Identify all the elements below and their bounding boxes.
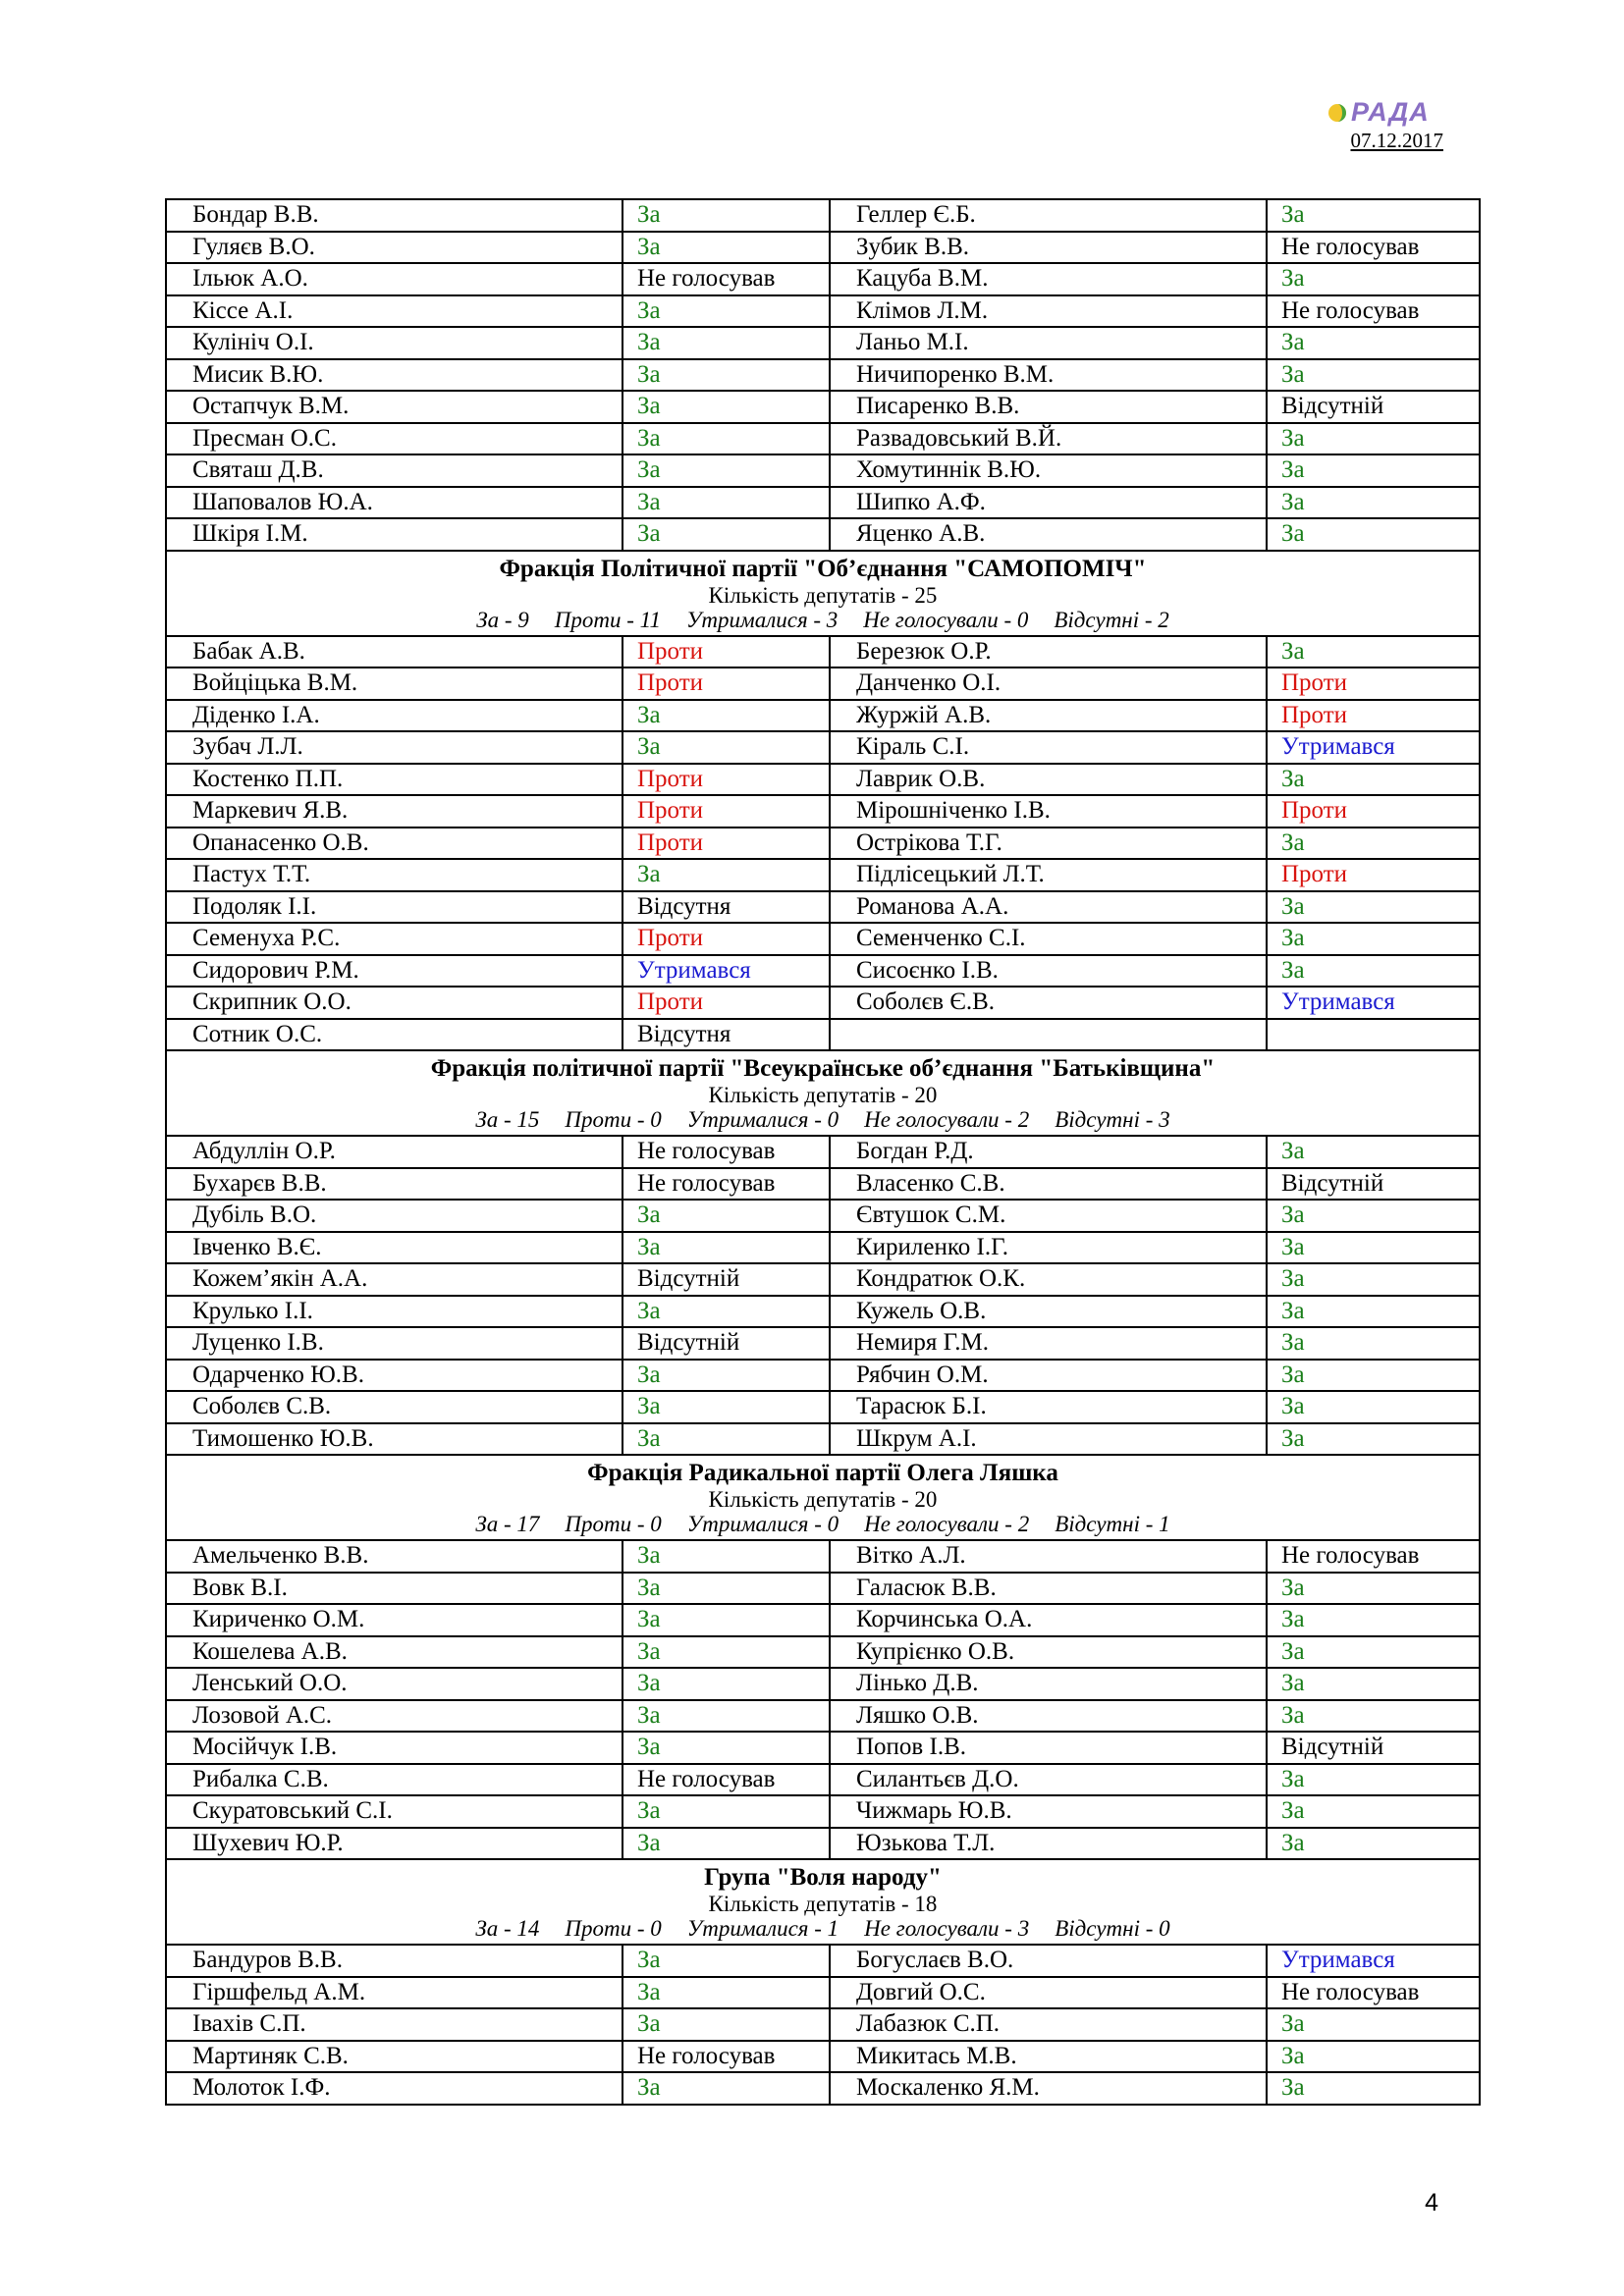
deputy-name: Євтушок С.М. xyxy=(830,1200,1267,1232)
rada-logo-icon xyxy=(1327,103,1347,123)
table-row xyxy=(166,1700,1480,1733)
faction-header-row xyxy=(166,1859,1480,1945)
vote-total: Відсутні - 0 xyxy=(1055,1916,1170,1941)
deputy-name: Березюк О.Р. xyxy=(830,636,1267,668)
vote-result: За xyxy=(1267,923,1480,955)
vote-result: За xyxy=(1267,1136,1480,1168)
deputy-name: Гіршфельд А.М. xyxy=(166,1977,623,2009)
deputy-name: Купрієнко О.В. xyxy=(830,1636,1267,1669)
deputy-name: Лабазюк С.П. xyxy=(830,2008,1267,2041)
table-row xyxy=(166,1391,1480,1423)
deputy-name: Зубач Л.Л. xyxy=(166,731,623,764)
deputy-name: Маркевич Я.В. xyxy=(166,795,623,828)
deputy-name: Острікова Т.Г. xyxy=(830,828,1267,860)
vote-result: За xyxy=(623,1977,830,2009)
deputy-name: Святаш Д.В. xyxy=(166,454,623,487)
faction-header xyxy=(166,1455,1480,1540)
deputy-name: Микитась М.В. xyxy=(830,2041,1267,2073)
deputy-name: Бухарєв В.В. xyxy=(166,1168,623,1201)
deputy-name: Ляшко О.В. xyxy=(830,1700,1267,1733)
deputy-name: Кошелева А.В. xyxy=(166,1636,623,1669)
vote-result: За xyxy=(1267,1795,1480,1828)
vote-result: За xyxy=(623,327,830,359)
deputy-name: Лозовой А.С. xyxy=(166,1700,623,1733)
vote-result: За xyxy=(623,454,830,487)
deputy-name: Развадовський В.Й. xyxy=(830,423,1267,455)
deputy-name: Журжій А.В. xyxy=(830,700,1267,732)
deputy-name: Мірошніченко І.В. xyxy=(830,795,1267,828)
deputy-name: Соболєв Є.В. xyxy=(830,987,1267,1019)
faction-vote-totals xyxy=(167,1107,1479,1132)
vote-result: Не голосував xyxy=(1267,1977,1480,2009)
table-row xyxy=(166,1795,1480,1828)
table-row xyxy=(166,955,1480,988)
deputy-name: Сидорович Р.М. xyxy=(166,955,623,988)
vote-result: Відсутня xyxy=(623,891,830,924)
vote-result: За xyxy=(1267,359,1480,392)
deputy-name: Попов І.В. xyxy=(830,1732,1267,1764)
faction-header-row xyxy=(166,1050,1480,1136)
table-row xyxy=(166,1604,1480,1636)
vote-total: Не голосували - 2 xyxy=(864,1107,1030,1132)
table-row xyxy=(166,295,1480,328)
vote-result: За xyxy=(623,423,830,455)
table-row xyxy=(166,454,1480,487)
table-row xyxy=(166,2072,1480,2105)
faction-header xyxy=(166,1859,1480,1945)
faction-deputy-count: Кількість депутатів - 25 xyxy=(708,582,938,608)
deputy-name: Шаповалов Ю.А. xyxy=(166,487,623,519)
deputy-name: Остапчук В.М. xyxy=(166,391,623,423)
vote-result: За xyxy=(623,1636,830,1669)
vote-total: За - 9 xyxy=(476,607,529,632)
table-row xyxy=(166,232,1480,264)
vote-result: За xyxy=(1267,487,1480,519)
vote-result: За xyxy=(623,1795,830,1828)
faction-header xyxy=(166,1050,1480,1136)
deputy-name: Івахів С.П. xyxy=(166,2008,623,2041)
vote-result: За xyxy=(623,1573,830,1605)
deputy-name: Хомутиннік В.Ю. xyxy=(830,454,1267,487)
table-row xyxy=(166,1668,1480,1700)
vote-result: За xyxy=(1267,1327,1480,1360)
vote-result: Проти xyxy=(623,636,830,668)
table-row xyxy=(166,423,1480,455)
vote-result: За xyxy=(1267,955,1480,988)
deputy-name: Вовк В.І. xyxy=(166,1573,623,1605)
vote-result: Не голосував xyxy=(623,263,830,295)
vote-result: За xyxy=(1267,327,1480,359)
deputy-name: Рябчин О.М. xyxy=(830,1360,1267,1392)
vote-result: Проти xyxy=(1267,667,1480,700)
vote-result: За xyxy=(1267,764,1480,796)
table-row xyxy=(166,1423,1480,1456)
deputy-name: Соболєв С.В. xyxy=(166,1391,623,1423)
deputy-name: Ільюк А.О. xyxy=(166,263,623,295)
vote-total: Проти - 11 xyxy=(554,607,661,632)
vote-result: За xyxy=(623,487,830,519)
vote-result: Не голосував xyxy=(1267,1540,1480,1573)
deputy-name: Семенченко С.І. xyxy=(830,923,1267,955)
vote-result: За xyxy=(623,1945,830,1977)
vote-result: За xyxy=(1267,1764,1480,1796)
table-row xyxy=(166,987,1480,1019)
vote-total: Не голосували - 0 xyxy=(863,607,1029,632)
vote-result: За xyxy=(623,391,830,423)
deputy-name: Амельченко В.В. xyxy=(166,1540,623,1573)
vote-result: Проти xyxy=(623,987,830,1019)
table-row xyxy=(166,923,1480,955)
vote-result: За xyxy=(1267,1296,1480,1328)
deputy-name: Яценко А.В. xyxy=(830,518,1267,551)
deputy-name: Мисик В.Ю. xyxy=(166,359,623,392)
vote-total: За - 15 xyxy=(475,1107,540,1132)
vote-result: За xyxy=(1267,1604,1480,1636)
vote-result: За xyxy=(1267,1423,1480,1456)
vote-result: За xyxy=(623,359,830,392)
table-row xyxy=(166,1573,1480,1605)
table-row xyxy=(166,1200,1480,1232)
deputy-name: Кулініч О.І. xyxy=(166,327,623,359)
vote-result: За xyxy=(1267,423,1480,455)
deputy-name: Шухевич Ю.Р. xyxy=(166,1828,623,1860)
vote-result: За xyxy=(1267,199,1480,232)
vote-result: Не голосував xyxy=(1267,295,1480,328)
table-row xyxy=(166,2041,1480,2073)
deputy-name: Вітко А.Л. xyxy=(830,1540,1267,1573)
vote-result: Відсутній xyxy=(1267,1732,1480,1764)
table-row xyxy=(166,636,1480,668)
vote-result xyxy=(1267,1019,1480,1051)
vote-total: Не голосували - 2 xyxy=(864,1512,1030,1536)
table-row xyxy=(166,487,1480,519)
table-row xyxy=(166,1540,1480,1573)
vote-total: Утрималися - 3 xyxy=(685,607,839,632)
faction-header-row xyxy=(166,1455,1480,1540)
vote-result: За xyxy=(623,199,830,232)
table-row xyxy=(166,518,1480,551)
table-row xyxy=(166,700,1480,732)
vote-total: За - 14 xyxy=(475,1916,540,1941)
vote-result: За xyxy=(623,700,830,732)
vote-total: Не голосували - 3 xyxy=(864,1916,1030,1941)
deputy-name: Шипко А.Ф. xyxy=(830,487,1267,519)
vote-result: За xyxy=(623,2072,830,2105)
vote-result: Утримався xyxy=(1267,987,1480,1019)
vote-result: За xyxy=(1267,2072,1480,2105)
vote-result: За xyxy=(1267,454,1480,487)
deputy-name: Підлісецький Л.Т. xyxy=(830,859,1267,891)
deputy-name: Кириленко І.Г. xyxy=(830,1232,1267,1264)
vote-result: За xyxy=(623,1700,830,1733)
vote-result: За xyxy=(1267,1360,1480,1392)
vote-result: За xyxy=(1267,1232,1480,1264)
vote-result: За xyxy=(1267,636,1480,668)
deputy-name: Мартиняк С.В. xyxy=(166,2041,623,2073)
vote-result: Відсутній xyxy=(1267,1168,1480,1201)
deputy-name: Подоляк І.І. xyxy=(166,891,623,924)
deputy-name: Бабак А.В. xyxy=(166,636,623,668)
deputy-name: Дубіль В.О. xyxy=(166,1200,623,1232)
faction-title: Фракція Радикальної партії Олега Ляшка xyxy=(587,1460,1058,1486)
deputy-name: Сотник О.С. xyxy=(166,1019,623,1051)
deputy-name: Бандуров В.В. xyxy=(166,1945,623,1977)
vote-result: Проти xyxy=(623,923,830,955)
deputy-name: Немиря Г.М. xyxy=(830,1327,1267,1360)
deputy-name: Луценко І.В. xyxy=(166,1327,623,1360)
table-row xyxy=(166,1136,1480,1168)
vote-result: Утримався xyxy=(1267,1945,1480,1977)
vote-result: Відсутня xyxy=(623,1019,830,1051)
table-row xyxy=(166,667,1480,700)
faction-vote-totals xyxy=(167,608,1479,632)
vote-total: Відсутні - 1 xyxy=(1055,1512,1170,1536)
vote-result: Проти xyxy=(623,795,830,828)
faction-title: Група "Воля народу" xyxy=(704,1864,942,1891)
deputy-name: Бондар В.В. xyxy=(166,199,623,232)
table-row xyxy=(166,1360,1480,1392)
vote-result: За xyxy=(623,1604,830,1636)
vote-result: За xyxy=(623,518,830,551)
vote-result: За xyxy=(623,731,830,764)
deputy-name: Войціцька В.М. xyxy=(166,667,623,700)
vote-result: За xyxy=(1267,1263,1480,1296)
deputy-name: Шкіря І.М. xyxy=(166,518,623,551)
vote-result: За xyxy=(1267,1391,1480,1423)
deputy-name: Діденко І.А. xyxy=(166,700,623,732)
table-row xyxy=(166,1232,1480,1264)
deputy-name: Данченко О.І. xyxy=(830,667,1267,700)
table-row xyxy=(166,1945,1480,1977)
vote-result: Утримався xyxy=(623,955,830,988)
vote-result: Проти xyxy=(623,828,830,860)
deputy-name: Пресман О.С. xyxy=(166,423,623,455)
vote-result: За xyxy=(1267,1200,1480,1232)
document-date: 07.12.2017 xyxy=(1350,129,1443,152)
vote-result: За xyxy=(623,1296,830,1328)
deputy-name: Ничипоренко В.М. xyxy=(830,359,1267,392)
vote-result: Проти xyxy=(623,667,830,700)
deputy-name: Семенуха Р.С. xyxy=(166,923,623,955)
deputy-name: Власенко С.В. xyxy=(830,1168,1267,1201)
deputy-name: Івченко В.Є. xyxy=(166,1232,623,1264)
vote-result: За xyxy=(1267,891,1480,924)
deputy-name: Клімов Л.М. xyxy=(830,295,1267,328)
vote-result: За xyxy=(623,1360,830,1392)
vote-result: Не голосував xyxy=(623,1764,830,1796)
vote-result: Проти xyxy=(1267,700,1480,732)
vote-result: За xyxy=(1267,518,1480,551)
vote-result: За xyxy=(623,1540,830,1573)
vote-result: За xyxy=(1267,1828,1480,1860)
deputy-name: Геллер Є.Б. xyxy=(830,199,1267,232)
deputy-name: Богуслаєв В.О. xyxy=(830,1945,1267,1977)
vote-total: Проти - 0 xyxy=(565,1512,662,1536)
vote-result: Проти xyxy=(623,764,830,796)
vote-result: За xyxy=(623,1828,830,1860)
vote-result: За xyxy=(1267,1573,1480,1605)
table-row xyxy=(166,764,1480,796)
table-row xyxy=(166,731,1480,764)
vote-total: Проти - 0 xyxy=(565,1107,662,1132)
table-row xyxy=(166,828,1480,860)
faction-header xyxy=(166,551,1480,636)
deputy-name: Опанасенко О.В. xyxy=(166,828,623,860)
vote-result: За xyxy=(1267,2041,1480,2073)
vote-result: Не голосував xyxy=(623,1168,830,1201)
faction-title: Фракція політичної партії "Всеукраїнське об’єднання "Батьківщина" xyxy=(430,1055,1216,1082)
deputy-name: Одарченко Ю.В. xyxy=(166,1360,623,1392)
deputy-name: Ланьо М.І. xyxy=(830,327,1267,359)
vote-result: Відсутній xyxy=(623,1327,830,1360)
vote-result: За xyxy=(1267,1636,1480,1669)
deputy-name: Кириченко О.М. xyxy=(166,1604,623,1636)
faction-vote-totals xyxy=(167,1512,1479,1536)
deputy-name: Богдан Р.Д. xyxy=(830,1136,1267,1168)
vote-total: Відсутні - 2 xyxy=(1054,607,1169,632)
deputy-name: Галасюк В.В. xyxy=(830,1573,1267,1605)
deputy-name: Тимошенко Ю.В. xyxy=(166,1423,623,1456)
vote-result: За xyxy=(1267,2008,1480,2041)
deputy-name xyxy=(830,1019,1267,1051)
vote-result: Не голосував xyxy=(623,1136,830,1168)
vote-result: За xyxy=(623,1232,830,1264)
deputy-name: Шкрум А.І. xyxy=(830,1423,1267,1456)
deputy-name: Кондратюк О.К. xyxy=(830,1263,1267,1296)
vote-result: Утримався xyxy=(1267,731,1480,764)
vote-result: Відсутній xyxy=(1267,391,1480,423)
deputy-name: Пастух Т.Т. xyxy=(166,859,623,891)
deputy-name: Зубик В.В. xyxy=(830,232,1267,264)
deputy-name: Москаленко Я.М. xyxy=(830,2072,1267,2105)
vote-result: За xyxy=(1267,263,1480,295)
deputy-name: Мосійчук І.В. xyxy=(166,1732,623,1764)
table-row xyxy=(166,2008,1480,2041)
deputy-name: Лінько Д.В. xyxy=(830,1668,1267,1700)
rada-logo-text: РАДА xyxy=(1351,97,1430,127)
deputy-name: Кіссе А.І. xyxy=(166,295,623,328)
vote-total: За - 17 xyxy=(475,1512,540,1536)
deputy-name: Рибалка С.В. xyxy=(166,1764,623,1796)
table-row xyxy=(166,1977,1480,2009)
deputy-name: Костенко П.П. xyxy=(166,764,623,796)
deputy-name: Тарасюк Б.І. xyxy=(830,1391,1267,1423)
vote-total: Відсутні - 3 xyxy=(1055,1107,1170,1132)
vote-result: Проти xyxy=(1267,795,1480,828)
vote-result: За xyxy=(623,1391,830,1423)
vote-result: Проти xyxy=(1267,859,1480,891)
table-row xyxy=(166,359,1480,392)
table-row xyxy=(166,859,1480,891)
vote-results-table xyxy=(165,198,1481,2106)
vote-result: За xyxy=(623,859,830,891)
faction-deputy-count: Кількість депутатів - 20 xyxy=(708,1487,938,1512)
deputy-name: Сисоєнко І.В. xyxy=(830,955,1267,988)
deputy-name: Молоток І.Ф. xyxy=(166,2072,623,2105)
deputy-name: Чижмарь Ю.В. xyxy=(830,1795,1267,1828)
table-row xyxy=(166,1019,1480,1051)
vote-result: Не голосував xyxy=(623,2041,830,2073)
vote-result: За xyxy=(623,232,830,264)
deputy-name: Силантьєв Д.О. xyxy=(830,1764,1267,1796)
vote-result: За xyxy=(623,1423,830,1456)
vote-result: За xyxy=(623,1732,830,1764)
vote-result: За xyxy=(623,1200,830,1232)
vote-result: За xyxy=(623,2008,830,2041)
table-row xyxy=(166,199,1480,232)
table-row xyxy=(166,391,1480,423)
vote-total: Утрималися - 0 xyxy=(686,1107,839,1132)
table-row xyxy=(166,327,1480,359)
vote-result: За xyxy=(1267,828,1480,860)
faction-deputy-count: Кількість депутатів - 18 xyxy=(708,1892,938,1916)
rada-logo xyxy=(1327,99,1445,129)
vote-total: Проти - 0 xyxy=(565,1916,662,1941)
deputy-name: Кацуба В.М. xyxy=(830,263,1267,295)
deputy-name: Скуратовський С.І. xyxy=(166,1795,623,1828)
table-row xyxy=(166,1263,1480,1296)
page-number: 4 xyxy=(1425,2189,1438,2216)
table-row xyxy=(166,1764,1480,1796)
deputy-name: Ленський О.О. xyxy=(166,1668,623,1700)
table-row xyxy=(166,1168,1480,1201)
deputy-name: Корчинська О.А. xyxy=(830,1604,1267,1636)
deputy-name: Романова А.А. xyxy=(830,891,1267,924)
vote-result: Не голосував xyxy=(1267,232,1480,264)
deputy-name: Писаренко В.В. xyxy=(830,391,1267,423)
vote-result: Відсутній xyxy=(623,1263,830,1296)
vote-total: Утрималися - 1 xyxy=(686,1916,839,1941)
deputy-name: Гуляєв В.О. xyxy=(166,232,623,264)
deputy-name: Скрипник О.О. xyxy=(166,987,623,1019)
table-row xyxy=(166,891,1480,924)
faction-title: Фракція Політичної партії "Об’єднання "САМОПОМІЧ" xyxy=(499,555,1147,582)
table-row xyxy=(166,1636,1480,1669)
faction-vote-totals xyxy=(167,1916,1479,1941)
faction-header-row xyxy=(166,551,1480,636)
deputy-name: Юзькова Т.Л. xyxy=(830,1828,1267,1860)
table-row xyxy=(166,263,1480,295)
table-row xyxy=(166,1828,1480,1860)
table-row xyxy=(166,1296,1480,1328)
deputy-name: Кужель О.В. xyxy=(830,1296,1267,1328)
deputy-name: Крулько І.І. xyxy=(166,1296,623,1328)
faction-deputy-count: Кількість депутатів - 20 xyxy=(708,1083,938,1107)
deputy-name: Довгий О.С. xyxy=(830,1977,1267,2009)
vote-result: За xyxy=(1267,1700,1480,1733)
table-row xyxy=(166,795,1480,828)
table-row xyxy=(166,1732,1480,1764)
deputy-name: Кіраль С.І. xyxy=(830,731,1267,764)
vote-result: За xyxy=(623,295,830,328)
vote-result: За xyxy=(1267,1668,1480,1700)
deputy-name: Кожем’якін А.А. xyxy=(166,1263,623,1296)
deputy-name: Лаврик О.В. xyxy=(830,764,1267,796)
vote-result: За xyxy=(623,1668,830,1700)
table-row xyxy=(166,1327,1480,1360)
deputy-name: Абдуллін О.Р. xyxy=(166,1136,623,1168)
vote-total: Утрималися - 0 xyxy=(686,1512,839,1536)
